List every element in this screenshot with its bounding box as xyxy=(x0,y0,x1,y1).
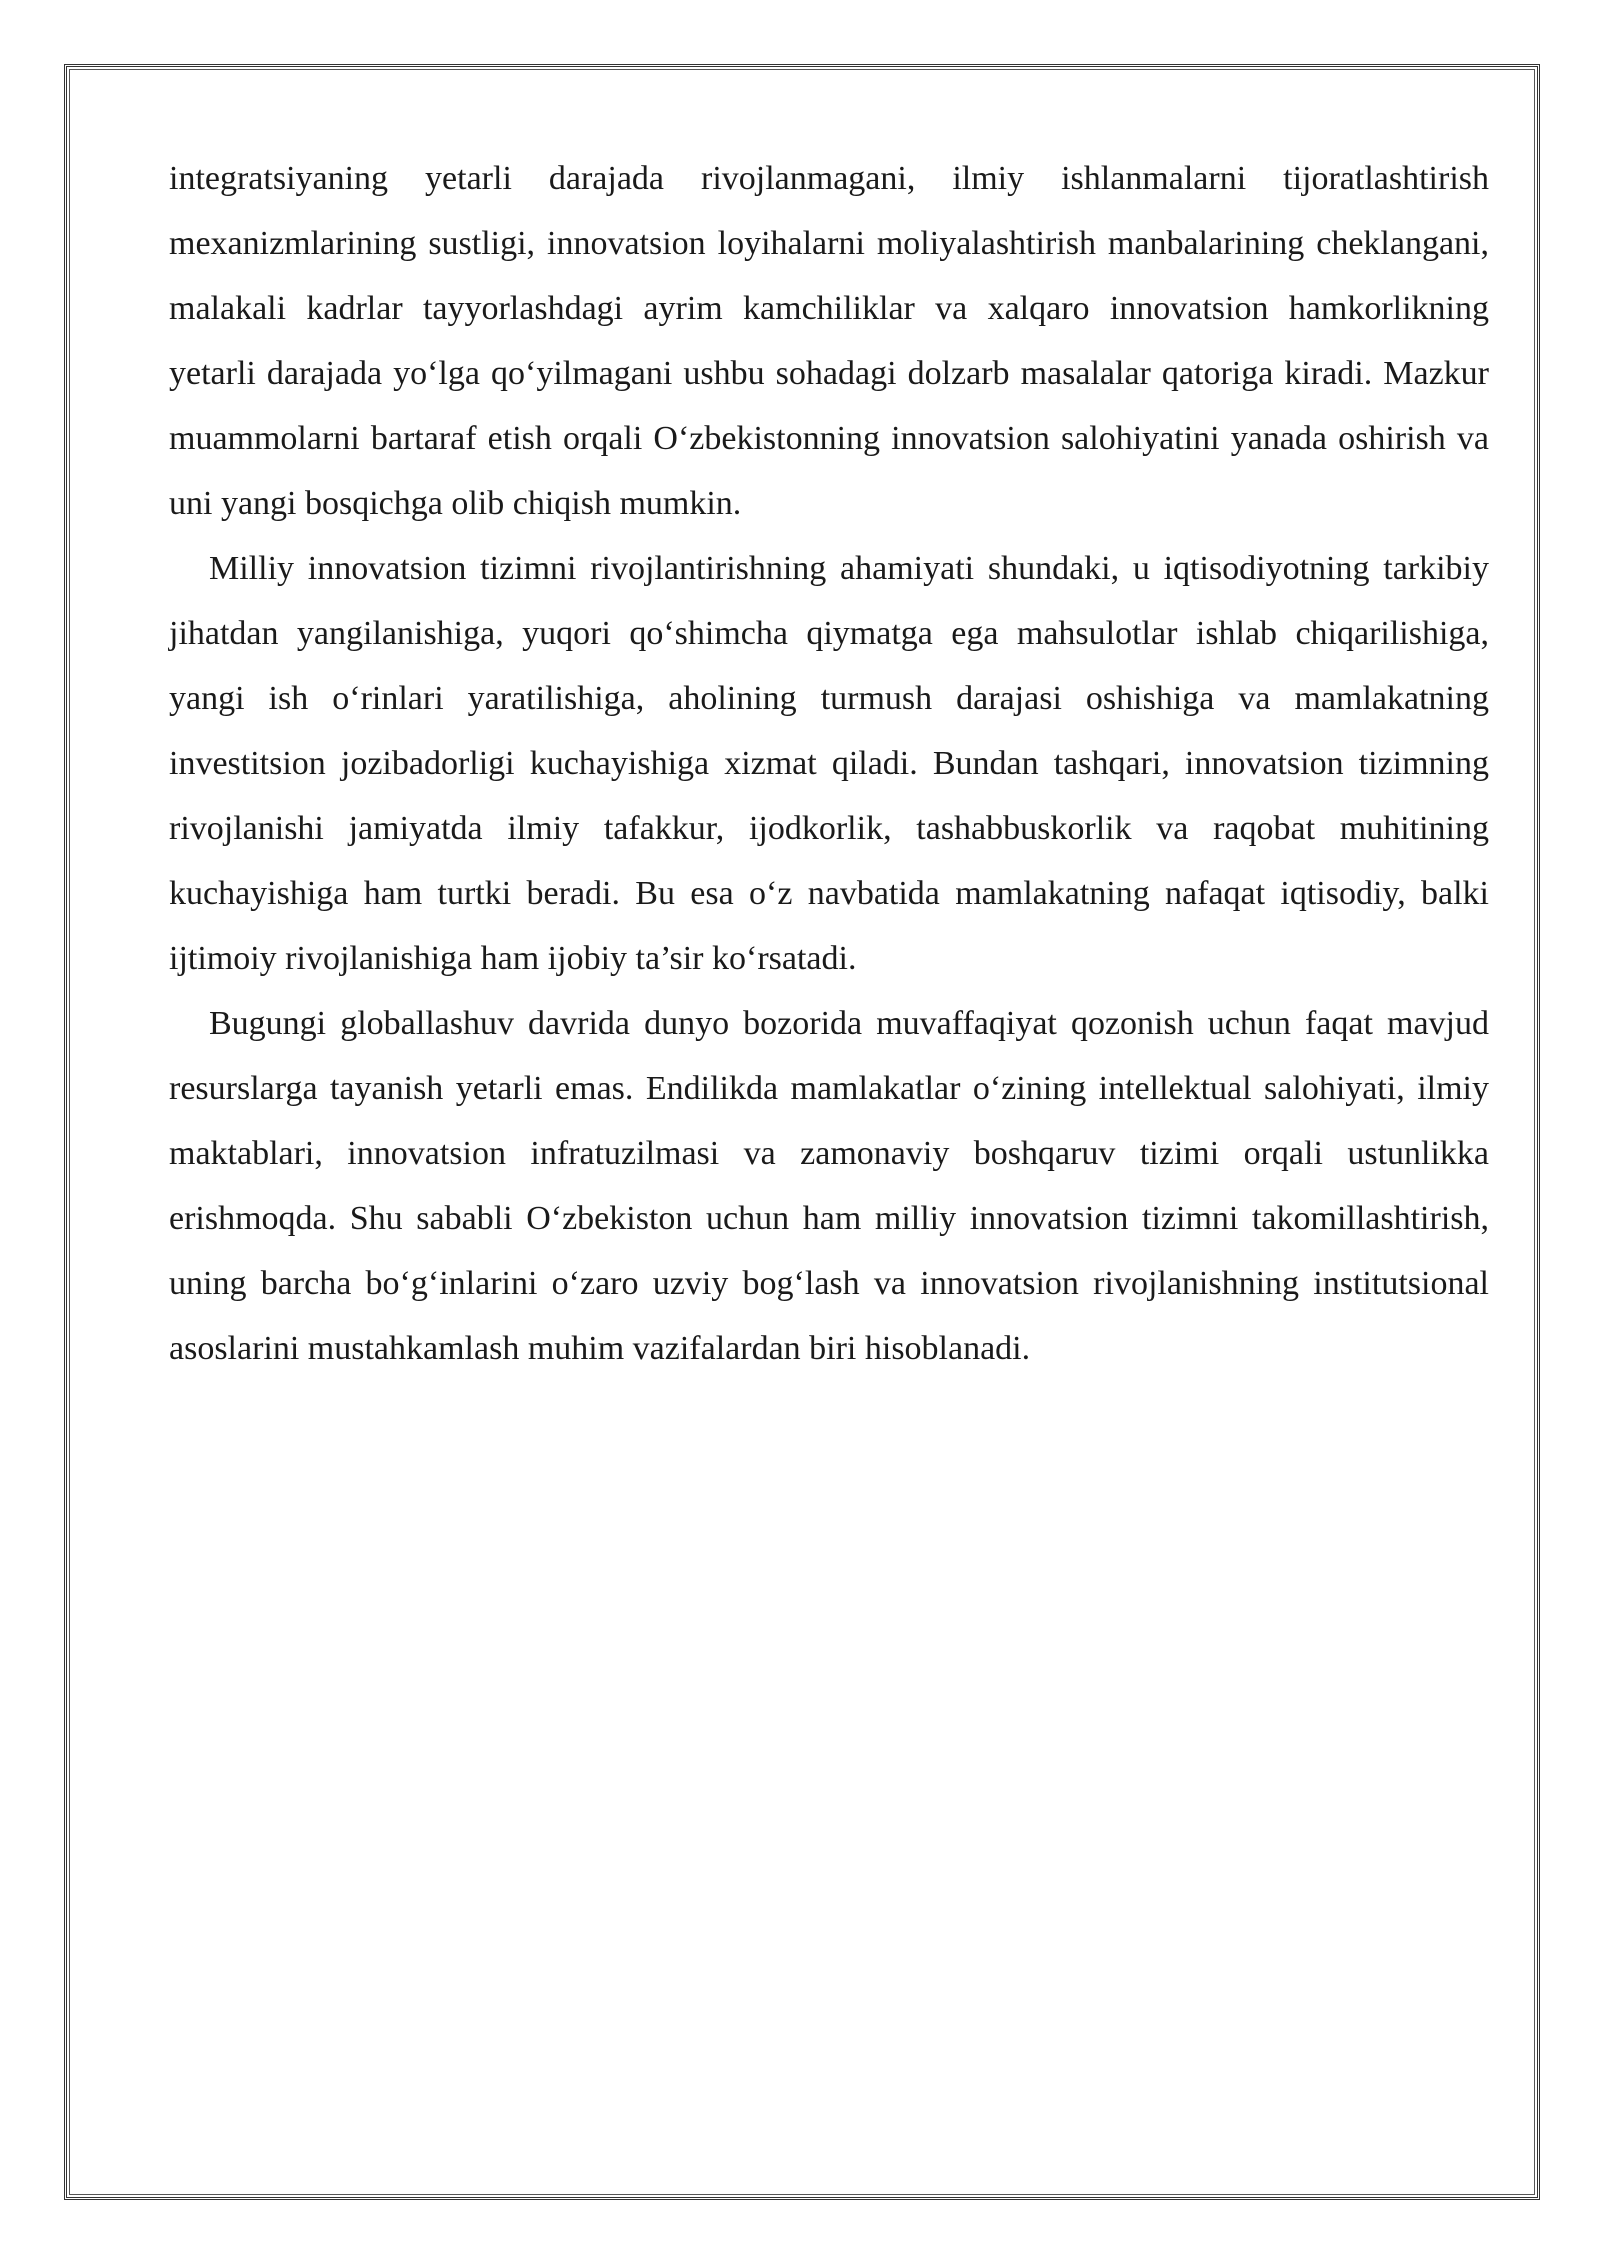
paragraph-2: Milliy innovatsion tizimni rivojlantirishning ahamiyati shundaki, u iqtisodiyotning tarkibiy jihatdan yangilanishiga, yuqori qo‘shimcha qiymatga ega mahsulotlar ishlab chiqarilishiga, yangi ish o‘rinlari yaratilishiga, aholining turmush darajasi oshishiga va mamlakatning investitsion jozibadorligi kuchayishiga xizmat qiladi. Bundan tashqari, innovatsion tizimning rivojlanishi jamiyatda ilmiy tafakkur, ijodkorlik, tashabbuskorlik va raqobat muhitining kuchayishiga ham turtki beradi. Bu esa o‘z navbatida mamlakatning nafaqat iqtisodiy, balki ijtimoiy rivojlanishiga ham ijobiy ta’sir ko‘rsatadi. xyxy=(169,550,1489,977)
document-body xyxy=(169,146,1489,1381)
paragraph-1: integratsiyaning yetarli darajada rivojlanmagani, ilmiy ishlanmalarni tijoratlashtirish mexanizmlarining sustligi, innovatsion loyihalarni moliyalashtirish manbalarining cheklangani, malakali kadrlar tayyorlashdagi ayrim kamchiliklar va xalqaro innovatsion hamkorlikning yetarli darajada yo‘lga qo‘yilmagani ushbu sohadagi dolzarb masalalar qatoriga kiradi. Mazkur muammolarni bartaraf etish orqali O‘zbekistonning innovatsion salohiyatini yanada oshirish va uni yangi bosqichga olib chiqish mumkin. xyxy=(169,160,1489,522)
paragraph-3: Bugungi globallashuv davrida dunyo bozorida muvaffaqiyat qozonish uchun faqat mavjud resurslarga tayanish yetarli emas. Endilikda mamlakatlar o‘zining intellektual salohiyati, ilmiy maktablari, innovatsion infratuzilmasi va zamonaviy boshqaruv tizimi orqali ustunlikka erishmoqda. Shu sababli O‘zbekiston uchun ham milliy innovatsion tizimni takomillashtirish, uning barcha bo‘g‘inlarini o‘zaro uzviy bog‘lash va innovatsion rivojlanishning institutsional asoslarini mustahkamlash muhim vazifalardan biri hisoblanadi. xyxy=(169,1005,1489,1367)
